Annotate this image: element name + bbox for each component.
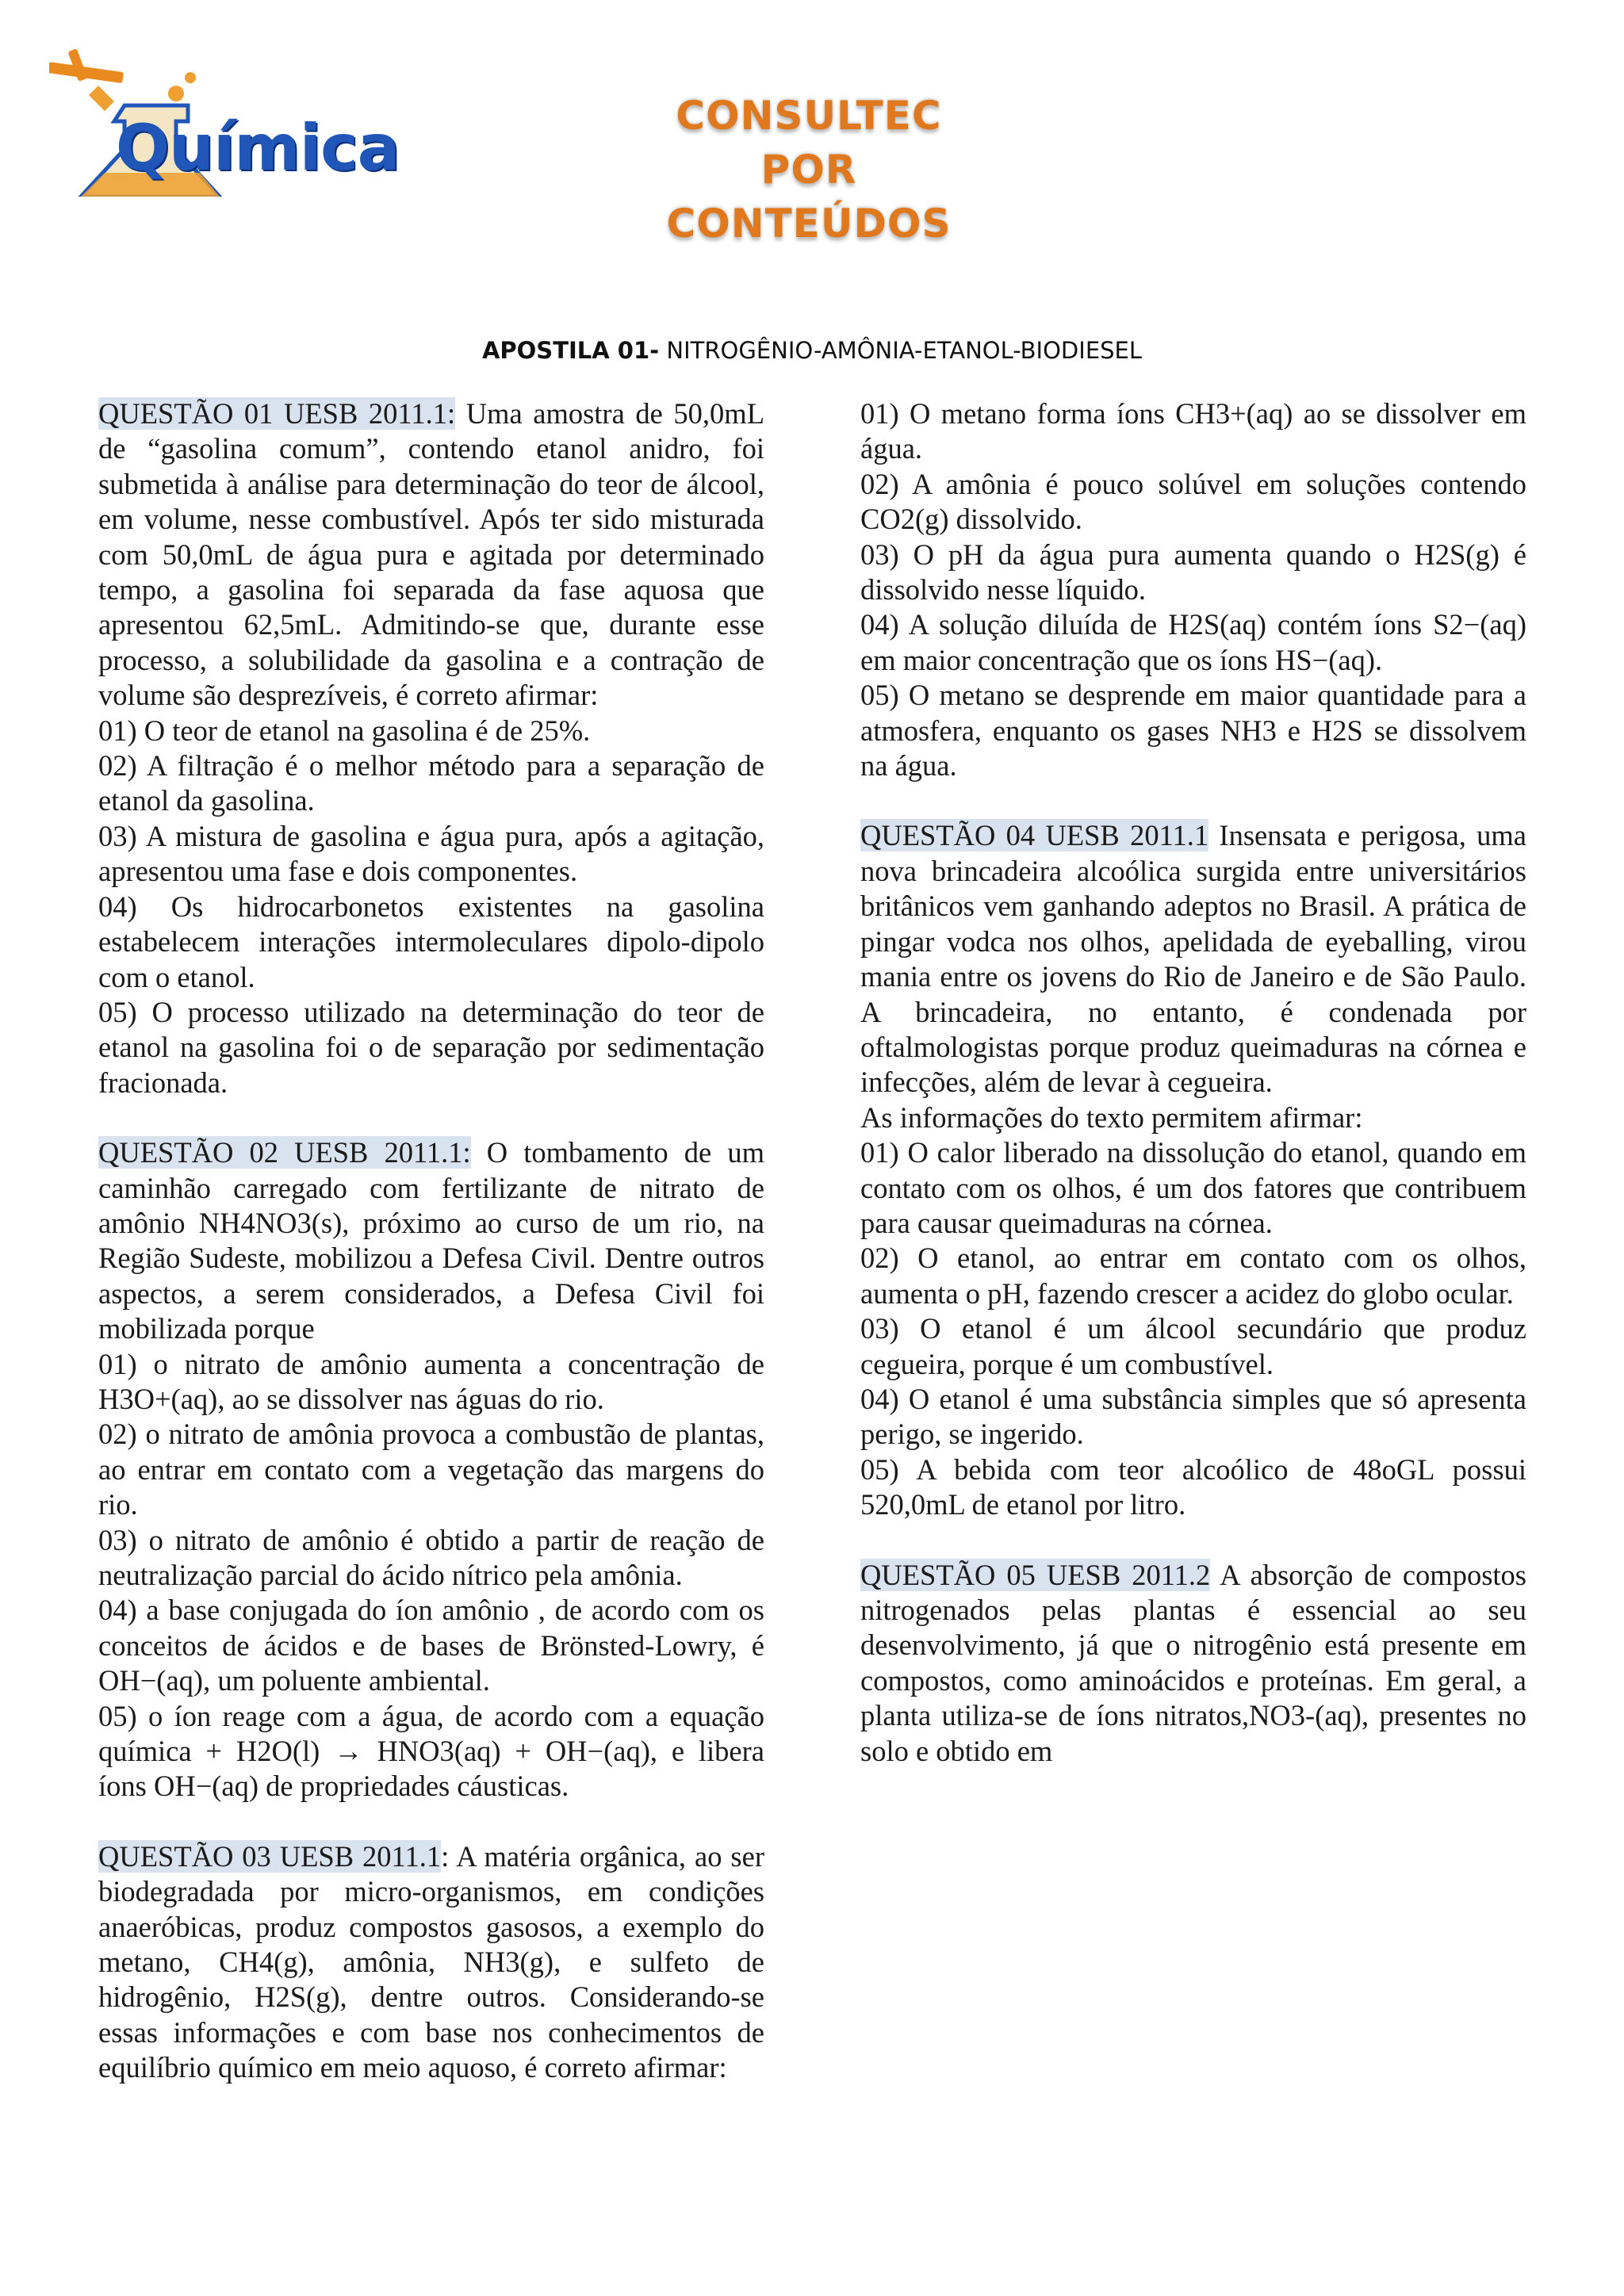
logo-text: Química	[116, 111, 400, 185]
question-4-label: QUESTÃO 04 UESB 2011.1	[860, 819, 1209, 852]
document-subtitle	[0, 337, 1624, 364]
q3-option-2: 02) A amônia é pouco solúvel em soluções contendo CO2(g) dissolvido.	[860, 467, 1526, 536]
question-1-stem	[98, 396, 764, 714]
q1-option-3: 03) A mistura de gasolina e água pura, após a agitação, apresentou uma fase e dois componentes.	[98, 819, 764, 888]
q2-option-2: 02) o nitrato de amônia provoca a combustão de plantas, ao entrar em contato com a vegetação das margens do rio.	[98, 1418, 764, 1521]
left-column	[98, 396, 764, 2086]
subtitle-rest: NITROGÊNIO-AMÔNIA-ETANOL-BIODIESEL	[659, 337, 1143, 364]
question-1-label: QUESTÃO 01 UESB 2011.1:	[98, 397, 456, 430]
banner-line-3: CONTEÚDOS	[666, 201, 952, 247]
question-5-stem	[860, 1558, 1526, 1769]
question-5-text: A absorção de compostos nitrogenados pelas plantas é essencial ao seu desenvolvimento, já que o nitrogênio está presente em compostos, como aminoácidos e proteínas. Em geral, a planta utiliza-se de íons nitratos,NO3-(aq), presentes no solo e obtido em	[860, 1558, 1526, 1767]
banner-line-2: POR	[760, 147, 857, 193]
q2-option-3: 03) o nitrato de amônio é obtido a partir de reação de neutralização parcial do ácido nítrico pela amônia.	[98, 1523, 764, 1591]
q4-option-2: 02) O etanol, ao entrar em contato com os olhos, aumenta o pH, fazendo crescer a acidez do globo ocular.	[860, 1242, 1526, 1310]
q3-option-1: 01) O metano forma íons CH3+(aq) ao se dissolver em água.	[860, 397, 1526, 465]
q2-option-4: 04) a base conjugada do íon amônio , de acordo com os conceitos de ácidos e de bases de Brönsted-Lowry, é OH−(aq), um poluente ambiental.	[98, 1594, 764, 1697]
question-3-label: QUESTÃO 03 UESB 2011.1	[98, 1839, 442, 1873]
quimica-logo	[49, 46, 422, 197]
q4-option-3: 03) O etanol é um álcool secundário que produz cegueira, porque é um combustível.	[860, 1312, 1526, 1380]
right-column	[860, 396, 1526, 1769]
q3-option-5: 05) O metano se desprende em maior quantidade para a atmosfera, enquanto os gases NH3 e H2S se dissolvem na água.	[860, 679, 1526, 783]
banner-line-1: CONSULTEC	[676, 93, 942, 139]
q3-option-4: 04) A solução diluída de H2S(aq) contém íons S2−(aq) em maior concentração que os íons HS−(aq).	[860, 608, 1526, 676]
q1-option-1: 01) O teor de etanol na gasolina é de 25%.	[98, 714, 591, 747]
question-3-text: A matéria orgânica, ao ser biodegradada por micro-organismos, em condições anaeróbicas, produz compostos gasosos, a exemplo do metano, CH4(g), amônia, NH3(g), e sulfeto de hidrogênio, H2S(g), dentre outros. Considerando-se essas informações e com base nos conhecimentos de equilíbrio químico em meio aquoso, é correto afirmar:	[98, 1839, 764, 2084]
q2-option-5: 05) o íon reage com a água, de acordo com a equação química + H2O(l) → HNO3(aq) + OH−(aq), e libera íons OH−(aq) de propriedades cáusticas.	[98, 1699, 764, 1803]
q1-option-5: 05) O processo utilizado na determinação do teor de etanol na gasolina foi o de separação por sedimentação fracionada.	[98, 995, 764, 1099]
question-3-colon: :	[441, 1839, 450, 1873]
question-1-text: Uma amostra de 50,0mL de “gasolina comum”, contendo etanol anidro, foi submetida à análise para determinação do teor de álcool, em volume, nesse combustível. Após ter sido misturada com 50,0mL de água pura e agitada por determinado tempo, a gasolina foi separada da fase aquosa que apresentou 62,5mL. Admitindo-se que, durante esse processo, a solubilidade da gasolina e a contração de volume são desprezíveis, é correto afirmar:	[98, 397, 764, 712]
question-5-label: QUESTÃO 05 UESB 2011.2	[860, 1558, 1211, 1591]
question-2-text: O tombamento de um caminhão carregado com fertilizante de nitrato de amônio NH4NO3(s), próximo ao curso de um rio, na Região Sudeste, mobilizou a Defesa Civil. Dentre outros aspectos, a serem considerados, a Defesa Civil foi mobilizada porque	[98, 1136, 764, 1345]
subtitle-bold: APOSTILA 01-	[481, 337, 660, 364]
question-2-label: QUESTÃO 02 UESB 2011.1:	[98, 1136, 471, 1169]
q4-option-4: 04) O etanol é uma substância simples que só apresenta perigo, se ingerido.	[860, 1382, 1526, 1451]
q1-option-2: 02) A filtração é o melhor método para a separação de etanol da gasolina.	[98, 749, 764, 817]
question-4-text: Insensata e perigosa, uma nova brincadeira alcoólica surgida entre universitários britânicos vem ganhando adeptos no Brasil. A prática de pingar vodca nos olhos, apelidada de eyeballing, virou mania entre os jovens do Rio de Janeiro e de São Paulo. A brincadeira, no entanto, é condenada por oftalmologistas porque produz queimaduras na córnea e infecções, além de levar à cegueira.	[860, 819, 1527, 1099]
banner-title	[650, 89, 967, 251]
q4-option-5: 05) A bebida com teor alcoólico de 48oGL possui 520,0mL de etanol por litro.	[860, 1452, 1526, 1521]
q2-option-1: 01) o nitrato de amônio aumenta a concentração de H3O+(aq), ao se dissolver nas águas do rio.	[98, 1347, 764, 1415]
q1-option-4: 04) Os hidrocarbonetos existentes na gasolina estabelecem interações intermoleculares dipolo-dipolo com o etanol.	[98, 890, 764, 993]
question-3-stem	[98, 1839, 764, 2086]
question-4-prompt: As informações do texto permitem afirmar:	[860, 1100, 1363, 1134]
question-2-stem	[98, 1135, 764, 1346]
q3-option-3: 03) O pH da água pura aumenta quando o H2S(g) é dissolvido nesse líquido.	[860, 538, 1526, 607]
q4-option-1: 01) O calor liberado na dissolução do etanol, quando em contato com os olhos, é um dos fatores que contribuem para causar queimaduras na córnea.	[860, 1136, 1526, 1239]
question-4-stem	[860, 818, 1526, 1100]
